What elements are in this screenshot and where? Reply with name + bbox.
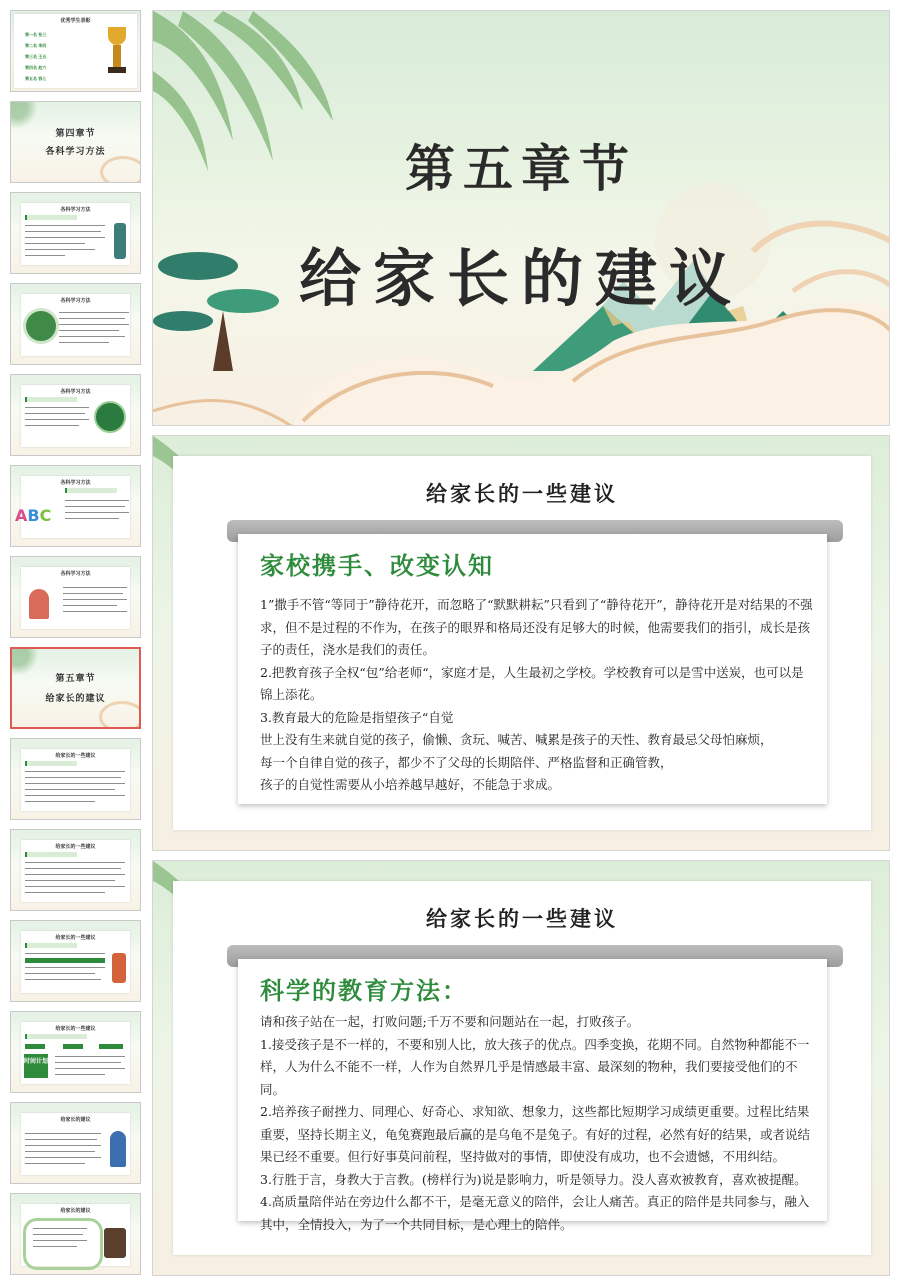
paragraph: 3.教育最大的危险是指望孩子“自觉 [260, 709, 454, 725]
paragraph: 4.高质量陪伴站在旁边什么都不干，是毫无意义的陪伴，会让人痛苦。真正的陪伴是共同参与，融入其中，全情投入，为了一个共同目标，是心理上的陪伴。 [260, 1194, 810, 1232]
slide-scientific-methods[interactable] [152, 860, 890, 1276]
thumb-text-line [25, 953, 105, 954]
slide-title: 给家长的一些建议 [426, 906, 618, 931]
swirl-decoration [100, 156, 141, 183]
paragraph: 2.把教育孩子全权“包”给老师“，家庭才是，人生最初之学校。学校教育可以是雪中送炭，也可以是锦上添花。 [260, 664, 804, 702]
section-heading: 科学的教育方法： [260, 976, 468, 1005]
thumb-heading-bar [65, 488, 117, 493]
slide-thumbnail-12[interactable] [10, 1011, 141, 1093]
thumb-text-line [25, 973, 95, 974]
thumb-title: 给家长的一些建议 [55, 753, 96, 759]
teacher-blackboard-icon [104, 1228, 126, 1258]
slide-family-school[interactable] [152, 435, 890, 851]
thumb-text-line [55, 1056, 125, 1057]
slide-title: 给家长的一些建议 [426, 481, 618, 506]
abc-blocks-icon: ABC [15, 506, 52, 525]
frame-decoration [23, 1218, 103, 1270]
thumb-title: 各科学习方法 [60, 480, 91, 486]
thumb-text-line [25, 1145, 101, 1146]
swirl-decoration [99, 701, 141, 729]
thumb-text-line [59, 330, 119, 331]
paragraph: 3.行胜于言，身教大于言教。(榜样行为)说是影响力，听是领导力。没人喜欢被教育，喜欢被提醒。 [260, 1171, 807, 1187]
content-paper [238, 534, 827, 804]
paragraph: 1.接受孩子是不一样的，不要和别人比，放大孩子的优点。四季变换，花期不同。自然物种都能不一样，人为什么不能不一样，人作为自然界几乎是情感最丰富、最深刻的物种，我们要接受他们的不同。 [260, 1036, 810, 1097]
thumb-text-line [25, 255, 65, 256]
slide-thumbnail-7[interactable] [10, 556, 141, 638]
thumb-text-line [55, 1062, 121, 1063]
thumb-title: 各科学习方法 [60, 571, 91, 577]
classroom-photo-icon [94, 401, 126, 433]
slide-sheet [173, 456, 871, 830]
thumb-text-line [25, 1163, 85, 1164]
slide-thumbnail-8-selected[interactable] [10, 647, 141, 729]
thumb-text-line [25, 886, 125, 887]
thumb-list-item: 第五名 钱七 [25, 76, 47, 81]
thumb-list-item: 第四名 赵六 [25, 65, 47, 70]
slide-thumbnail-3[interactable] [10, 192, 141, 274]
thumb-text-line [65, 500, 129, 501]
thumb-list-item: 第三名 王五 [25, 54, 47, 59]
body-text [260, 594, 813, 797]
thumb-chapter: 第四章节 [55, 129, 96, 139]
thumb-list [25, 29, 46, 84]
thumb-text-line [33, 1234, 83, 1235]
slide-thumbnail-6[interactable] [10, 465, 141, 547]
owl-badge-icon [23, 308, 59, 344]
thumb-text-line [59, 324, 129, 325]
thumb-title: 各科学习方法 [60, 207, 91, 213]
thumb-text-line [25, 789, 115, 790]
thumb-tab [99, 1044, 123, 1049]
trophy-base [113, 45, 121, 67]
thumb-title: 各科学习方法 [60, 389, 91, 395]
thumb-text-line [63, 605, 117, 606]
slide-cover[interactable] [152, 10, 890, 426]
thumb-text-line [25, 967, 105, 968]
thumb-heading-bar [25, 761, 77, 766]
thumb-chapter-subtitle: 给家长的建议 [45, 694, 106, 704]
thumb-text-line [63, 611, 127, 612]
slide-thumbnail-9[interactable] [10, 738, 141, 820]
thumb-text-line [25, 1139, 97, 1140]
thumb-text-line [25, 413, 85, 414]
thumb-text-line [25, 892, 105, 893]
thumb-heading-bar [25, 852, 77, 857]
slide-thumbnail-5[interactable] [10, 374, 141, 456]
thumb-text-line [25, 874, 125, 875]
thumb-text-line [65, 518, 119, 519]
thumb-text-line [25, 425, 79, 426]
thumb-text-line [25, 795, 125, 796]
thumb-heading-bar [25, 1034, 87, 1039]
trophy-stand [108, 67, 126, 73]
thumb-title: 给家长的一些建议 [55, 935, 96, 941]
thumb-text-line [25, 862, 125, 863]
thumb-list-item: 第二名 李四 [25, 43, 47, 48]
thumb-tab [25, 1044, 45, 1049]
slide-thumbnail-2[interactable] [10, 101, 141, 183]
paragraph: 请和孩子站在一起，打败问题;千万不要和问题站在一起，打败孩子。 [260, 1014, 640, 1029]
thumb-highlight-bar [25, 958, 105, 963]
thumb-text-line [25, 1133, 101, 1134]
thumb-title: 给家长的一些建议 [55, 1026, 96, 1032]
thumb-text-line [25, 231, 101, 232]
thumb-text-line [25, 868, 121, 869]
thumb-text-line [33, 1246, 77, 1247]
thumb-text-line [25, 419, 89, 420]
thumb-text-line [25, 1151, 95, 1152]
thumb-title: 给家长的一些建议 [55, 844, 96, 850]
thumb-heading-bar [25, 397, 77, 402]
slide-thumbnail-14[interactable] [10, 1193, 141, 1275]
thumb-text-line [33, 1228, 87, 1229]
paragraph: 每一个自律自觉的孩子，都少不了父母的长期陪伴、严格监督和正确管教， [260, 754, 673, 770]
teacher-figure-icon [114, 223, 126, 259]
thumb-heading-bar [25, 215, 77, 220]
thumb-chapter: 第五章节 [55, 674, 96, 684]
thumb-text-line [25, 237, 105, 238]
thumb-text-line [25, 777, 121, 778]
cover-chapter-title: 第五章节 [405, 139, 637, 198]
slide-thumbnail-panel [0, 0, 150, 1286]
section-heading: 家校携手、改变认知 [260, 551, 494, 580]
thumb-heading-bar [25, 943, 77, 948]
slide-thumbnail-11[interactable] [10, 920, 141, 1002]
paragraph: 1”撒手不管“等同于”静待花开，而忽略了“默默耕耘”只看到了“静待花开”，静待花开是对结果的不强求，但不是过程的不作为，在孩子的眼界和格局还没有足够大的时候，他需要我们的指引，成长是孩子的责任，浇水是我们的责任。 [260, 597, 813, 657]
content-paper [238, 959, 827, 1232]
thumb-title: 优秀学生表彰 [60, 18, 91, 24]
paragraph: 孩子的自觉性需要从小培养越早越好，不能急于求成。 [260, 777, 561, 792]
thumb-text-line [25, 243, 85, 244]
thumb-text-line [59, 318, 125, 319]
teacher-figure-icon [110, 1131, 126, 1167]
thumb-text-line [25, 249, 95, 250]
slide-thumbnail-10[interactable] [10, 829, 141, 911]
thumb-text-line [63, 593, 123, 594]
thumb-text-line [25, 771, 125, 772]
thumb-text-line [25, 225, 105, 226]
willow-leaves-decoration [153, 11, 890, 426]
paragraph: 2.培养孩子耐挫力、同理心、好奇心、求知欲、想象力，这些都比短期学习成绩更重要。过程比结果重要，坚持长期主义，龟兔赛跑最后赢的是乌龟不是兔子。有好的过程，必然有好的结果，或者说结果已经不重要。但行好事莫问前程，坚持做对的事情，即使没有成功，也不会遗憾，不用纠结。 [260, 1104, 811, 1164]
thumb-chapter-subtitle: 各科学习方法 [45, 147, 106, 157]
thumb-text-line [63, 587, 127, 588]
student-figure-icon [112, 953, 126, 983]
thumb-text-line [33, 1240, 87, 1241]
thumb-text-line [25, 979, 101, 980]
paragraph: 世上没有生来就自觉的孩子，偷懒、贪玩、喊苦、喊累是孩子的天性、教育最忌父母怕麻烦， [260, 732, 773, 747]
thumb-text-line [25, 783, 125, 784]
slide-thumbnail-4[interactable] [10, 283, 141, 365]
thumb-title: 给家长的建议 [60, 1117, 91, 1123]
thumb-list-item: 第一名 张三 [25, 32, 47, 37]
thumb-text-line [59, 312, 129, 313]
thumb-text-line [59, 336, 125, 337]
thumb-text-line [55, 1068, 125, 1069]
thumb-text-line [65, 512, 129, 513]
trophy-icon [108, 27, 126, 45]
thumb-title: 各科学习方法 [60, 298, 91, 304]
thumb-text-line [25, 880, 115, 881]
slide-sheet [173, 881, 871, 1255]
thumb-tab [63, 1044, 83, 1049]
time-plan-badge: 时间计划 [24, 1054, 48, 1078]
thumb-text-line [25, 407, 89, 408]
thumb-text-line [59, 342, 109, 343]
thumb-text-line [25, 1157, 101, 1158]
thumb-text-line [63, 599, 127, 600]
body-text [260, 1011, 813, 1236]
thumb-text-line [25, 801, 95, 802]
thumb-title: 给家长的建议 [60, 1208, 91, 1214]
student-figure-icon [29, 589, 49, 619]
slide-thumbnail-13[interactable] [10, 1102, 141, 1184]
slide-thumbnail-1[interactable] [10, 10, 141, 92]
cover-main-title: 给家长的建议 [298, 242, 743, 315]
thumb-text-line [55, 1074, 105, 1075]
thumb-text-line [65, 506, 125, 507]
